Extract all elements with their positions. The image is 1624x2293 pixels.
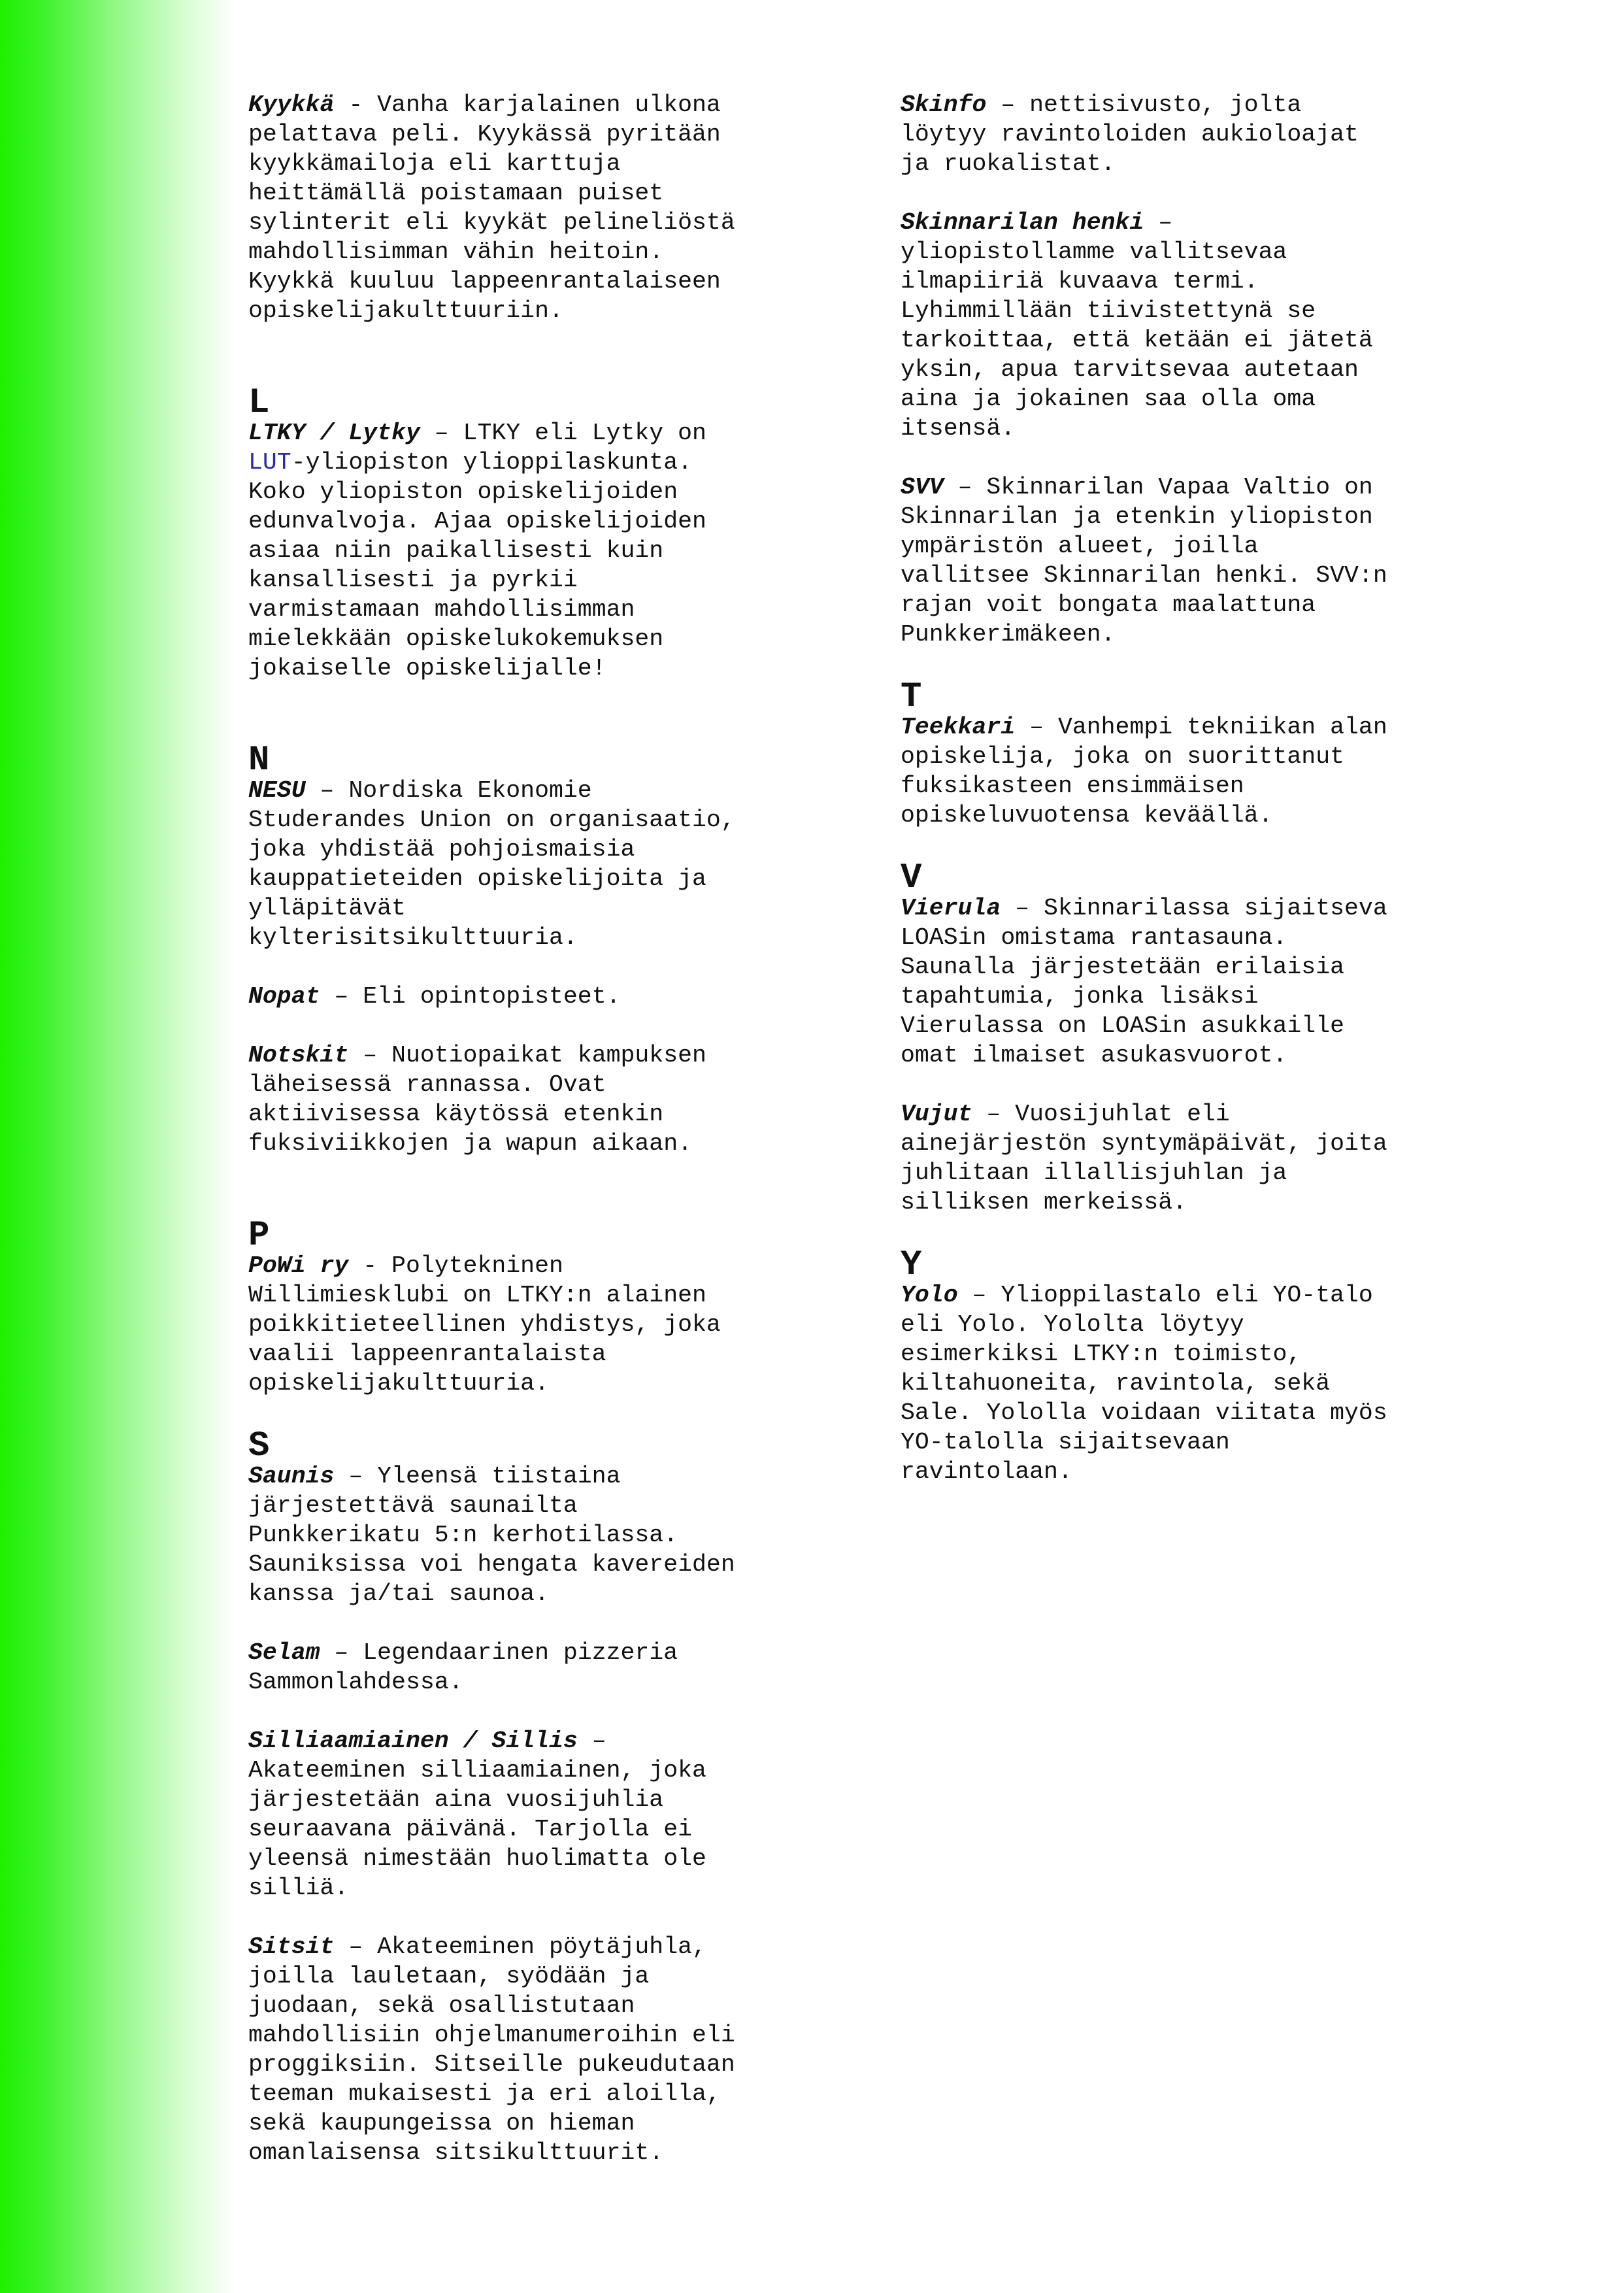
entry-sitsit: [248, 1932, 791, 2167]
term-nopat: Nopat: [248, 983, 320, 1010]
term-sitsit: Sitsit: [248, 1933, 335, 1960]
section-letter-y: Y: [901, 1245, 922, 1285]
definition-ltky-a: – LTKY eli Lytky on: [434, 420, 706, 446]
definition-nesu: – Nordiska Ekonomie Studerandes Union on organisaatio, joka yhdistää pohjoismaisia kauppatieteiden opiskelijoita ja ylläpitävät kylterisitsikulttuuria.: [248, 777, 735, 951]
entry-ltky: [248, 418, 791, 683]
entry-vujut: [901, 1099, 1443, 1217]
term-notskit: Notskit: [248, 1042, 349, 1069]
definition-vujut: – Vuosijuhlat eli ainejärjestön syntymäpäivät, joita juhlitaan illallisjuhlan ja silliksen merkeissä.: [901, 1101, 1387, 1216]
green-gradient-sidebar: [0, 0, 235, 2293]
entry-nopat: [248, 982, 791, 1011]
term-nesu: NESU: [248, 777, 306, 804]
section-letter-t: T: [901, 677, 922, 717]
definition-sillis: – Akateeminen silliaamiainen, joka järjestetään aina vuosijuhlia seuraavana päivänä. Tarjolla ei yleensä nimestään huolimatta ole silliä.: [248, 1728, 706, 1901]
entry-yolo: [901, 1280, 1443, 1486]
term-kyykka: Kyykkä: [248, 92, 335, 118]
definition-kyykka: Vanha karjalainen ulkona pelattava peli. Kyykässä pyritään kyykkämailoja eli karttuja heittämällä poistamaan puiset sylinterit eli kyykät pelineliöstä mahdollisimman vähin heitoin. Kyykkä kuuluu lappeenrantalaiseen opiskelijakulttuuriin.: [248, 92, 735, 324]
definition-sitsit: – Akateeminen pöytäjuhla, joilla lauletaan, syödään ja juodaan, sekä osallistutaan mahdollisiin ohjelmanumeroihin eli proggiksiin. Sitseille pukeudutaan teeman mukaisesti ja eri aloilla, sekä kaupungeissa on hieman omanlaisensa sitsikulttuurit.: [248, 1933, 735, 2166]
definition-selam: – Legendaarinen pizzeria Sammonlahdessa.: [248, 1639, 678, 1696]
term-teekkari: Teekkari: [901, 714, 1016, 741]
section-letter-l: L: [248, 383, 270, 423]
definition-ltky-b: -yliopiston ylioppilaskunta. Koko yliopiston opiskelijoiden edunvalvoja. Ajaa opiskelijoiden asiaa niin paikallisesti kuin kansallisesti ja pyrkii varmistamaan mahdollisimman mielekkään opiskelukokemuksen jokaiselle opiskelijalle!: [248, 449, 706, 682]
section-letter-v: V: [901, 858, 922, 898]
entry-skinnarilan-henki: [901, 208, 1443, 443]
lut-link[interactable]: LUT: [248, 449, 291, 476]
term-ltky: LTKY / Lytky: [248, 420, 420, 446]
definition-saunis: – Yleensä tiistaina järjestettävä saunailta Punkkerikatu 5:n kerhotilassa. Sauniksissa voi hengata kavereiden kanssa ja/tai saunoa.: [248, 1463, 735, 1607]
entry-teekkari: [901, 712, 1443, 830]
section-letter-n: N: [248, 741, 270, 780]
term-skinfo: Skinfo: [901, 92, 987, 118]
section-letter-p: P: [248, 1216, 270, 1256]
entry-skinfo: [901, 90, 1443, 178]
entry-selam: [248, 1638, 791, 1697]
term-sillis: Silliaamiainen / Sillis: [248, 1728, 578, 1754]
definition-svv: – Skinnarilan Vapaa Valtio on Skinnarilan ja etenkin yliopiston ympäristön alueet, joilla vallitsee Skinnarilan henki. SVV:n rajan voit bongata maalattuna Punkkerimäkeen.: [901, 474, 1387, 648]
term-svv: SVV: [901, 474, 944, 501]
term-vujut: Vujut: [901, 1101, 972, 1128]
term-selam: Selam: [248, 1639, 320, 1666]
glossary-column-right: [901, 90, 1443, 1486]
entry-nesu: [248, 776, 791, 952]
definition-notskit: – Nuotiopaikat kampuksen läheisessä rannassa. Ovat aktiivisessa käytössä etenkin fuksiviikkojen ja wapun aikaan.: [248, 1042, 706, 1157]
definition-nopat: – Eli opintopisteet.: [320, 983, 621, 1010]
dash: -: [334, 92, 378, 118]
entry-notskit: [248, 1041, 791, 1158]
entry-sillis: [248, 1726, 791, 1903]
term-powi: PoWi ry: [248, 1252, 349, 1279]
entry-vierula: [901, 894, 1443, 1070]
definition-skinfo: – nettisivusto, jolta löytyy ravintoloiden aukioloajat ja ruokalistat.: [901, 92, 1359, 177]
term-yolo: Yolo: [901, 1282, 958, 1309]
definition-powi: - Polytekninen Willimiesklubi on LTKY:n alainen poikkitieteellinen yhdistys, joka vaalii lappeenrantalaista opiskelijakulttuuria.: [248, 1252, 721, 1397]
definition-skinnarilan-henki: – yliopistollamme vallitsevaa ilmapiiriä kuvaava termi. Lyhimmillään tiivistettynä se tarkoittaa, että ketään ei jätetä yksin, apua tarvitsevaa autetaan aina ja jokainen saa olla oma itsensä.: [901, 209, 1373, 442]
term-skinnarilan-henki: Skinnarilan henki: [901, 209, 1144, 236]
definition-yolo: – Ylioppilastalo eli YO-talo eli Yolo. Yololta löytyy esimerkiksi LTKY:n toimisto, kiltahuoneita, ravintola, sekä Sale. Yololla voidaan viitata myös YO-talolla sijaitsevaan ravintolaan.: [901, 1282, 1387, 1485]
definition-teekkari: – Vanhempi tekniikan alan opiskelija, joka on suorittanut fuksikasteen ensimmäisen opiskeluvuotensa keväällä.: [901, 714, 1387, 829]
entry-kyykka: [248, 90, 791, 326]
definition-vierula: – Skinnarilassa sijaitseva LOASin omistama rantasauna. Saunalla järjestetään erilaisia tapahtumia, jonka lisäksi Vierulassa on LOASin asukkaille omat ilmaiset asukasvuorot.: [901, 895, 1387, 1069]
section-letter-s: S: [248, 1426, 270, 1466]
entry-saunis: [248, 1462, 791, 1609]
glossary-column-left: [248, 90, 791, 2167]
term-vierula: Vierula: [901, 895, 1001, 922]
entry-powi: [248, 1251, 791, 1398]
term-saunis: Saunis: [248, 1463, 335, 1490]
entry-svv: [901, 473, 1443, 649]
